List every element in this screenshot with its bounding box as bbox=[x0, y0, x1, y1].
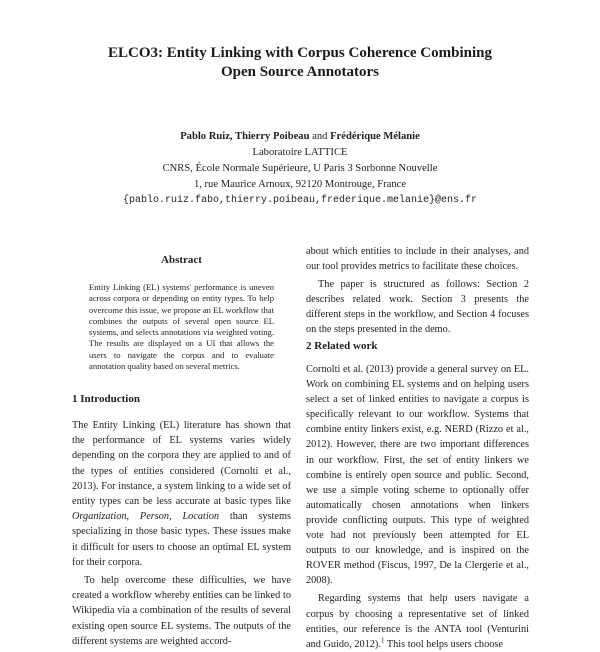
intro-continuation-paragraph: about which entities to include in their analyses, and our tool provides metrics to facilitate these choices. bbox=[306, 246, 529, 273]
right-column-intro-continuation bbox=[306, 244, 529, 338]
affiliation-lab: Laboratoire LATTICE bbox=[252, 147, 348, 158]
related-work-heading: 2 Related work bbox=[306, 340, 378, 352]
intro-p1-part-a: The Entity Linking (EL) literature has shown that the performance of EL systems varies widely depending on the corpora they are applied to and of the types of entities considered (Cornolti et al., 2013). For instance, a system linking to a wide set of entity types can be less accurate at basic types like bbox=[72, 420, 291, 508]
author-emails: {pablo.ruiz.fabo,thierry.poibeau,frederique.melanie}@ens.fr bbox=[122, 195, 478, 206]
author-names-first: Pablo Ruiz, Thierry Poibeau bbox=[180, 131, 310, 142]
abstract-heading: Abstract bbox=[161, 254, 202, 266]
intro-p1-emph-location: Location bbox=[182, 511, 220, 523]
author-and: and bbox=[309, 131, 331, 142]
intro-p1-sep-1: , bbox=[126, 511, 140, 523]
intro-p1-emph-organization: Organization bbox=[72, 511, 127, 523]
introduction-heading: 1 Introduction bbox=[72, 393, 140, 405]
related-p2-part-a: Regarding systems that help users navigate a corpus by choosing a representative set of linked entities, our reference is the ANTA tool (Venturini and Guido, 2012). bbox=[306, 593, 529, 650]
author-names-last: Frédérique Mélanie bbox=[330, 131, 420, 142]
title-line-1: ELCO3: Entity Linking with Corpus Coherence Combining bbox=[108, 45, 492, 61]
affiliation-institution: CNRS, École Normale Supérieure, U Paris 3 Sorbonne Nouvelle bbox=[162, 163, 438, 174]
intro-p1-part-b: than systems specializing in those basic types. These issues make it difficult for users to choose an optimal EL system for their corpora. bbox=[72, 511, 291, 568]
author-names bbox=[60, 129, 540, 145]
title-line-2: Open Source Annotators bbox=[220, 64, 380, 80]
related-paragraph-2 bbox=[306, 591, 529, 651]
intro-paragraph-1 bbox=[72, 418, 291, 570]
related-paragraph-1: Cornolti et al. (2013) provide a general survey on EL. Work on combining EL systems and on helping users select a set of linked entities to navigate a corpus is specifically relevant to our workflow. Systems that combine entity linkers exist, e.g. NERD (Rizzo et al., 2012). However, there are two important differences in our workflow. First, the set of entity linkers we combine is entirely open source and public. Second, we use a simple voting scheme to optionally offer automatically chosen annotations when linkers provide conflicting outputs. This type of weighted vote had not previously been attempted for EL outputs to our knowledge, and is inspired on the ROVER method (Fiscus, 1997, De la Clergerie et al., 2008). bbox=[306, 364, 529, 587]
paper-title bbox=[60, 44, 540, 82]
intro-paragraph-2: To help overcome these difficulties, we have created a workflow whereby entities can be linked to Wikipedia via a combination of the results of several existing open source EL systems. The outputs of the different systems are weighted accord- bbox=[72, 575, 291, 647]
intro-p1-emph-person: Person bbox=[139, 511, 170, 523]
affiliation-address: 1, rue Maurice Arnoux, 92120 Montrouge, France bbox=[193, 179, 407, 190]
introduction-body bbox=[72, 418, 291, 649]
abstract-text: Entity Linking (EL) systems' performance is uneven across corpora or depending on entity types. To help overcome this issue, we propose an EL workflow that combines the outputs of several open source EL systems, and selects annotations via weighted voting. The results are displayed on a UI that allows the users to navigate the corpus and to evaluate annotation quality based on several metrics. bbox=[89, 282, 274, 372]
paper-structure-paragraph: The paper is structured as follows: Section 2 describes related work. Section 3 presents the different steps in the workflow, and Section 4 focuses on the steps presented in the demo. bbox=[306, 279, 529, 336]
intro-p1-sep-2: , bbox=[169, 511, 183, 523]
author-block bbox=[60, 129, 540, 209]
related-p2-part-b: This tool helps users choose bbox=[384, 638, 503, 650]
related-work-body bbox=[306, 362, 529, 652]
footnote-marker: 1 bbox=[380, 636, 385, 645]
